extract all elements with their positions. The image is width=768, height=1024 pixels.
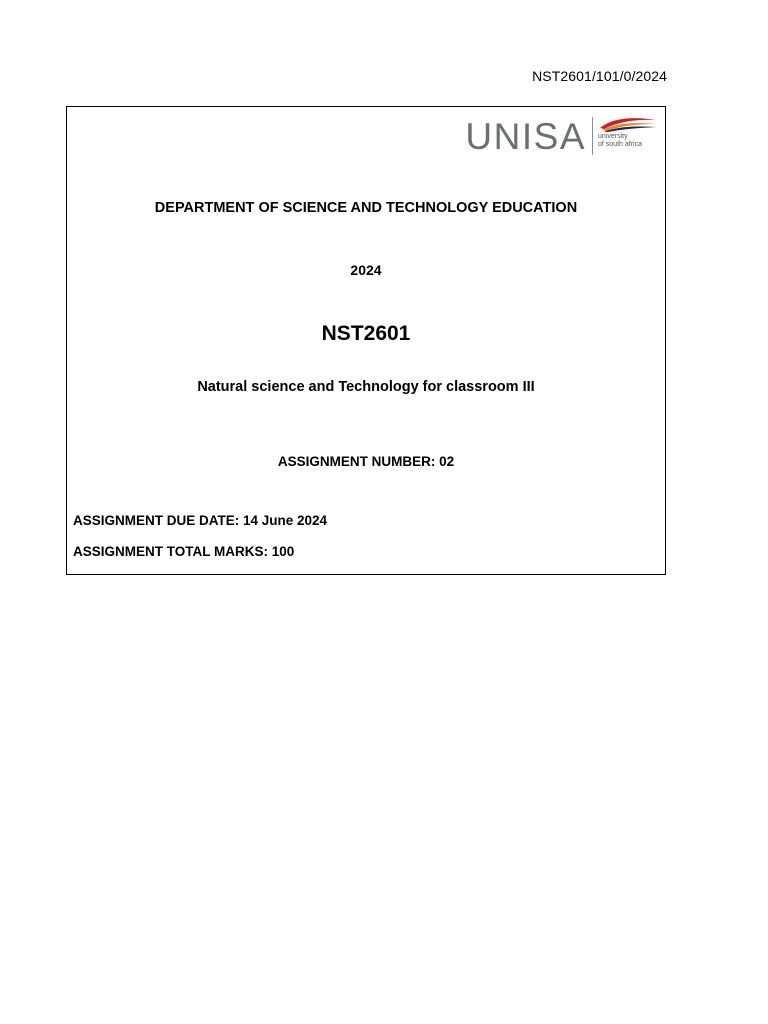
assignment-total-marks: ASSIGNMENT TOTAL MARKS: 100 xyxy=(73,544,295,559)
logo-subline-2: of south africa xyxy=(598,141,642,148)
logo-swoosh-icon xyxy=(598,116,658,132)
logo-mark xyxy=(598,116,658,156)
document-reference: NST2601/101/0/2024 xyxy=(532,68,667,84)
module-title: Natural science and Technology for classroom III xyxy=(197,379,535,395)
department-heading: DEPARTMENT OF SCIENCE AND TECHNOLOGY EDUCATION xyxy=(154,200,578,216)
cover-box xyxy=(66,106,666,575)
year-heading: 2024 xyxy=(350,262,382,278)
unisa-logo xyxy=(465,116,658,156)
assignment-number: ASSIGNMENT NUMBER: 02 xyxy=(277,454,455,469)
logo-subline-1: university xyxy=(598,133,628,140)
module-code: NST2601 xyxy=(321,322,411,345)
logo-wordmark: UNISA xyxy=(465,115,586,157)
logo-divider xyxy=(592,117,593,155)
assignment-due-date: ASSIGNMENT DUE DATE: 14 June 2024 xyxy=(73,513,328,528)
